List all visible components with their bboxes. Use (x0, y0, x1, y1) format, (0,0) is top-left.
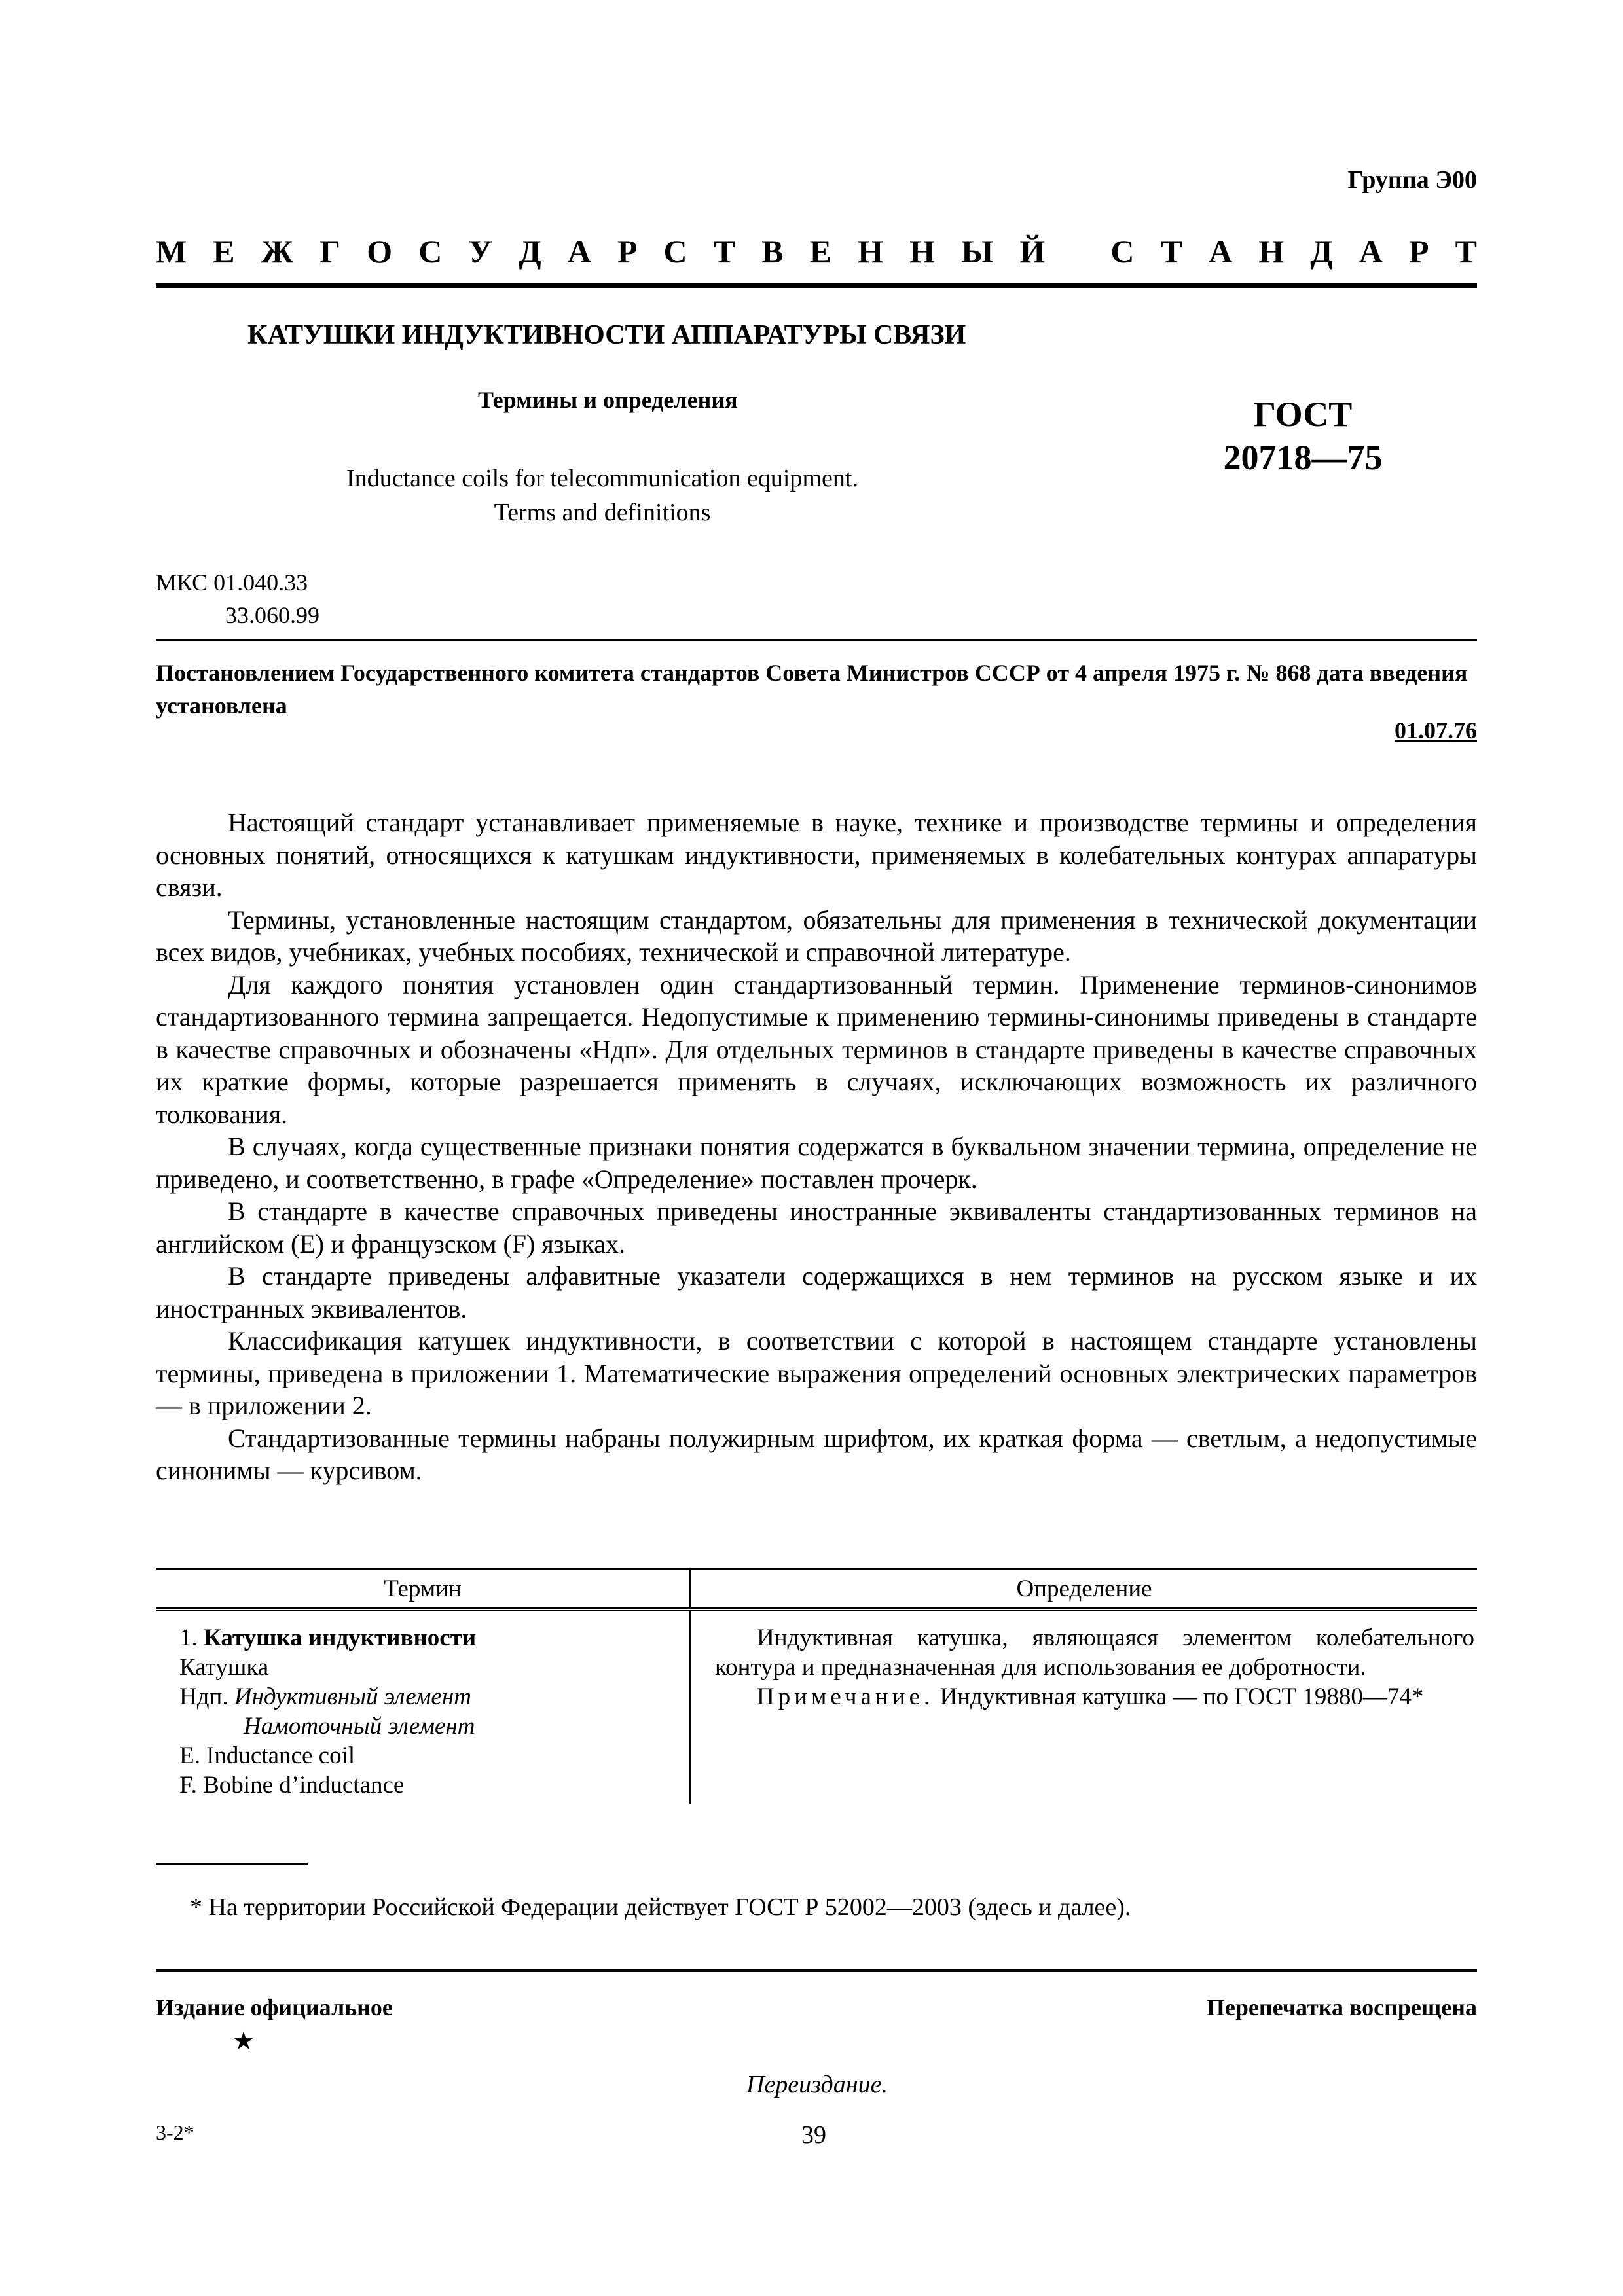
banner-letter: Н (858, 233, 884, 270)
note-text: Индуктивная катушка — по ГОСТ 19880—74* (939, 1683, 1424, 1710)
term-cell (156, 1609, 691, 1804)
decree-rule (156, 639, 1477, 641)
definition-cell (691, 1609, 1478, 1804)
footer-rule (156, 1969, 1477, 1972)
english-title-line: Terms and definitions (494, 499, 711, 526)
english-title-line: Inductance coils for telecommunication equipment. (346, 465, 858, 492)
table-row (156, 1609, 1477, 1804)
gost-number: 20718—75 (1223, 438, 1383, 477)
paragraph: Классификация катушек индуктивности, в соответствии с которой в настоящем стандарте установлены термины, приведена в приложении 1. Математические выражения определений основных электрических параметров — в приложении 2. (156, 1326, 1477, 1420)
banner-letter: Т (1160, 233, 1182, 270)
paragraph: Для каждого понятия установлен один стандартизованный термин. Применение терминов-синонимов стандартизованного термина запрещается. Недопустимые к применению термины-синонимы приведены в стандарте в качестве справочных и обозначены «Ндп». Для отдельных терминов в стандарте приведены в качестве справочных их краткие формы, которые разрешается применять в случаях, исключающих возможность их различного толкования. (156, 969, 1477, 1129)
banner-letter: Д (519, 233, 541, 270)
term-main (179, 1623, 689, 1653)
banner-letter: О (367, 233, 393, 270)
header-definition: Определение (691, 1569, 1478, 1610)
gost-label: ГОСТ (1253, 395, 1353, 434)
banner-letter: М (156, 233, 187, 270)
footnote-separator (156, 1863, 308, 1865)
gost-designation (1172, 393, 1434, 479)
term-english: E. Inductance coil (179, 1742, 356, 1769)
banner-letter: Т (1455, 233, 1477, 270)
banner-letter: С (418, 233, 443, 270)
reissue-label: Переиздание. (746, 2071, 888, 2098)
banner-letter: С (1110, 233, 1135, 270)
header-rule (156, 283, 1477, 288)
introduction-text (156, 806, 1477, 1487)
english-title (275, 461, 930, 529)
document-subtitle: Термины и определения (478, 387, 738, 413)
ndp-prefix: Ндп. (179, 1683, 228, 1710)
banner-letter: А (567, 233, 591, 270)
term-name: Катушка индуктивности (204, 1624, 477, 1651)
banner-letter: У (468, 233, 493, 270)
star-icon: ★ (232, 2028, 255, 2055)
banner-letter: Г (319, 233, 341, 270)
definition-note (715, 1682, 1474, 1712)
banner-letter: Д (1310, 233, 1333, 270)
footnote: * На территории Российской Федерации действует ГОСТ Р 52002—2003 (здесь и далее). (190, 1893, 1131, 1921)
mks-line: 33.060.99 (225, 602, 319, 628)
banner-letter: Т (713, 233, 736, 270)
banner-letter: С (663, 233, 687, 270)
reprint-prohibited: Перепечатка воспрещена (1206, 1994, 1477, 2020)
paragraph: В случаях, когда существенные признаки понятия содержатся в буквальном значении термина, определение не приведено, и соответственно, в графе «Определение» поставлен прочерк. (156, 1132, 1477, 1194)
print-code: 3-2* (156, 2121, 194, 2144)
ndp-synonym: Намоточный элемент (244, 1713, 475, 1740)
mks-line: МКС 01.040.33 (156, 569, 308, 596)
banner-letter: Й (1019, 233, 1046, 270)
header-term: Термин (156, 1569, 691, 1610)
paragraph: Настоящий стандарт устанавливает применяемые в науке, технике и производстве термины и определения основных понятий, относящихся к катушкам индуктивности, применяемых в колебательных контурах аппаратуры связи. (156, 808, 1477, 902)
note-label: Примечание. (757, 1683, 934, 1710)
table-header-row (156, 1569, 1477, 1610)
ndp-synonym: Индуктивный элемент (234, 1683, 471, 1710)
document-title: КАТУШКИ ИНДУКТИВНОСТИ АППАРАТУРЫ СВЯЗИ (247, 320, 966, 350)
official-edition: Издание официальное (156, 1994, 393, 2020)
term-short: Катушка (179, 1654, 269, 1681)
term-ndp (179, 1682, 689, 1712)
paragraph: В стандарте приведены алфавитные указатели содержащихся в нем терминов на русском языке и их иностранных эквивалентов. (156, 1261, 1477, 1323)
banner-letter: Е (213, 233, 235, 270)
paragraph: Термины, установленные настоящим стандартом, обязательны для применения в технической документации всех видов, учебниках, учебных пособиях, технической и справочной литературе. (156, 905, 1477, 967)
banner-letter: Р (617, 233, 638, 270)
decree-text: Постановлением Государственного комитета стандартов Совета Министров СССР от 4 апреля 1975 г. № 868 дата введения установлена (156, 660, 1468, 719)
banner-letter: А (1209, 233, 1233, 270)
banner-letter: В (761, 233, 784, 270)
banner-letter: А (1359, 233, 1383, 270)
term-number: 1. (179, 1624, 198, 1651)
banner-letter: Р (1408, 233, 1429, 270)
banner-letter: Ы (961, 233, 994, 270)
banner-letter: Ж (261, 233, 294, 270)
mks-codes (156, 566, 319, 632)
page-number: 39 (801, 2121, 826, 2149)
paragraph: Стандартизованные термины набраны полужирным шрифтом, их краткая форма — светлым, а недопустимые синонимы — курсивом. (156, 1423, 1477, 1485)
banner-letter: Н (909, 233, 936, 270)
effective-date: 01.07.76 (1395, 717, 1477, 744)
paragraph: В стандарте в качестве справочных приведены иностранные эквиваленты стандартизованных терминов на английском (E) и французском (F) языках. (156, 1196, 1477, 1259)
group-label: Группа Э00 (1347, 166, 1477, 194)
interstate-standard-banner (156, 232, 1477, 270)
banner-letter: Н (1258, 233, 1285, 270)
definition-text: Индуктивная катушка, являющаяся элементом колебательного контура и предназначенная для использования ее добротности. (715, 1624, 1474, 1681)
terms-table (156, 1568, 1477, 1804)
term-french: F. Bobine d’inductance (179, 1772, 405, 1799)
banner-gap (1071, 232, 1084, 270)
banner-letter: Е (809, 233, 832, 270)
